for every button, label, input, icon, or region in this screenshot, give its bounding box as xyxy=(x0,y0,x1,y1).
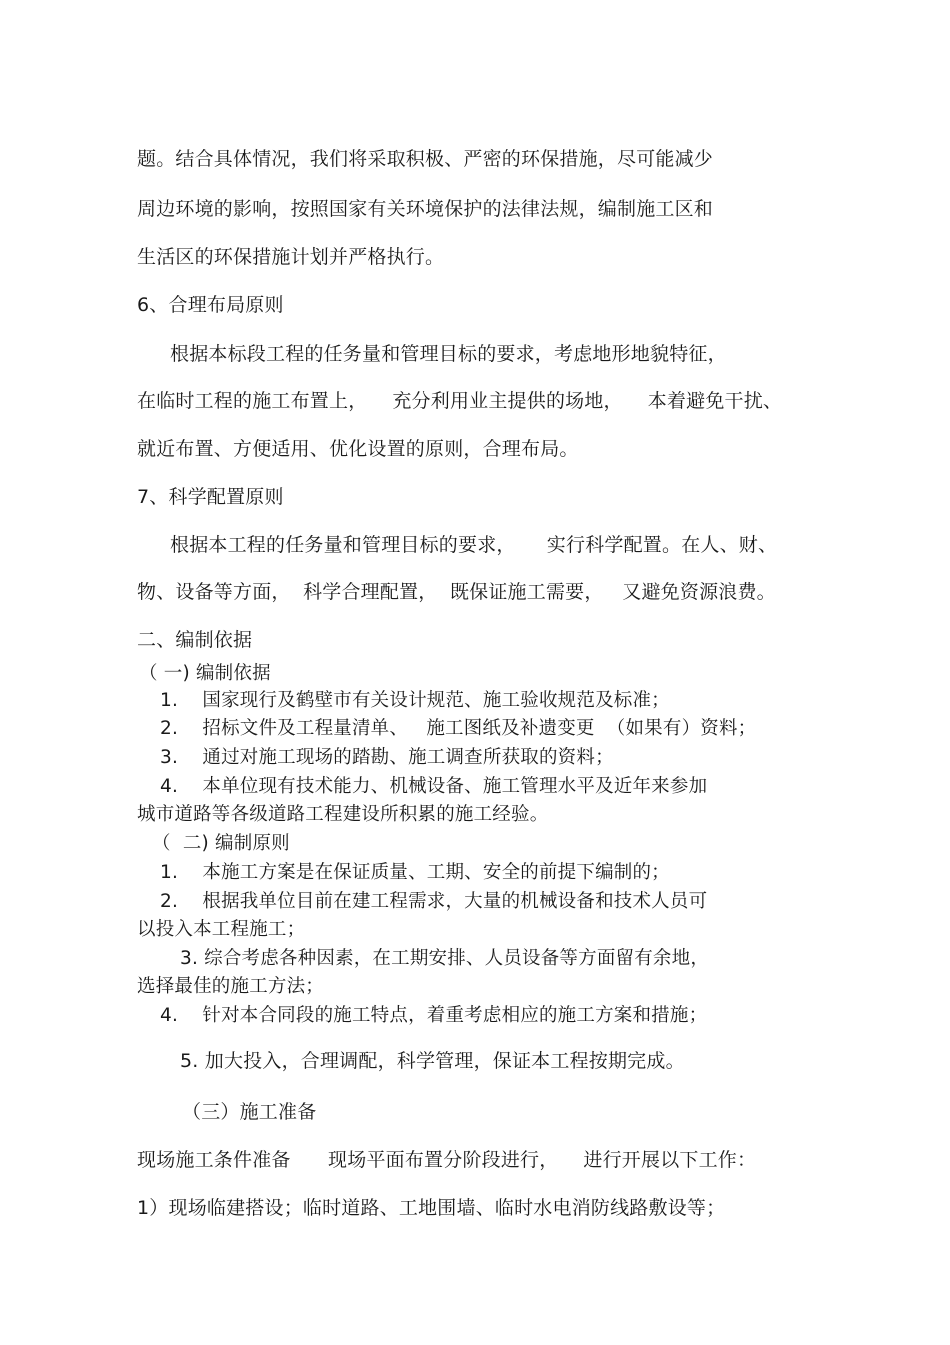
subsection-principles-title: （ 二) 编制原则 xyxy=(152,833,290,854)
principle-item-3-continued: 选择最佳的施工方法； xyxy=(137,976,325,997)
principle-item-2: 2. 根据我单位目前在建工程需求，大量的机械设备和技术人员可 xyxy=(160,891,708,912)
section-basis-title: 二、编制依据 xyxy=(137,629,253,651)
principle-item-1: 1. 本施工方案是在保证质量、工期、安全的前提下编制的； xyxy=(160,862,670,883)
config-para-line-1: 根据本工程的任务量和管理目标的要求， 实行科学配置。在人、财、 xyxy=(170,534,778,556)
subsection-preparation-title: （三）施工准备 xyxy=(182,1101,317,1123)
heading-layout-principle: 6、合理布局原则 xyxy=(137,294,284,316)
layout-para-line-1: 根据本标段工程的任务量和管理目标的要求，考虑地形地貌特征， xyxy=(170,343,727,365)
basis-item-4-continued: 城市道路等各级道路工程建设所积累的施工经验。 xyxy=(137,804,549,825)
principle-item-5: 5. 加大投入，合理调配，科学管理，保证本工程按期完成。 xyxy=(180,1050,685,1072)
principle-item-3: 3. 综合考虑各种因素，在工期安排、人员设备等方面留有余地， xyxy=(180,948,710,969)
env-para-line-2: 周边环境的影响，按照国家有关环境保护的法律法规，编制施工区和 xyxy=(137,198,714,220)
env-para-line-3: 生活区的环保措施计划并严格执行。 xyxy=(137,246,445,268)
principle-item-2-continued: 以投入本工程施工； xyxy=(137,919,306,940)
principle-item-4: 4. 针对本合同段的施工特点，着重考虑相应的施工方案和措施； xyxy=(160,1005,708,1026)
layout-para-line-2: 在临时工程的施工布置上， 充分利用业主提供的场地， 本着避免干扰、 xyxy=(137,390,783,412)
subsection-basis-title: （ 一) 编制依据 xyxy=(139,663,271,684)
env-para-line-1: 题。结合具体情况，我们将采取积极、严密的环保措施，尽可能减少 xyxy=(137,148,714,170)
config-para-line-2: 物、设备等方面， 科学合理配置， 既保证施工需要， 又避免资源浪费。 xyxy=(137,581,776,603)
basis-item-2: 2. 招标文件及工程量清单、 施工图纸及补遗变更 （如果有）资料； xyxy=(160,718,757,739)
basis-item-4: 4. 本单位现有技术能力、机械设备、施工管理水平及近年来参加 xyxy=(160,776,708,797)
heading-config-principle: 7、科学配置原则 xyxy=(137,486,284,508)
basis-item-3: 3. 通过对施工现场的踏勘、施工调查所获取的资料； xyxy=(160,747,614,768)
preparation-line: 现场施工条件准备 现场平面布置分阶段进行， 进行开展以下工作： xyxy=(137,1149,757,1171)
preparation-item-1: 1）现场临建搭设；临时道路、工地围墙、临时水电消防线路敷设等； xyxy=(137,1197,726,1219)
basis-item-1: 1. 国家现行及鹤壁市有关设计规范、施工验收规范及标准； xyxy=(160,690,670,711)
layout-para-line-3: 就近布置、方便适用、优化设置的原则，合理布局。 xyxy=(137,438,579,460)
